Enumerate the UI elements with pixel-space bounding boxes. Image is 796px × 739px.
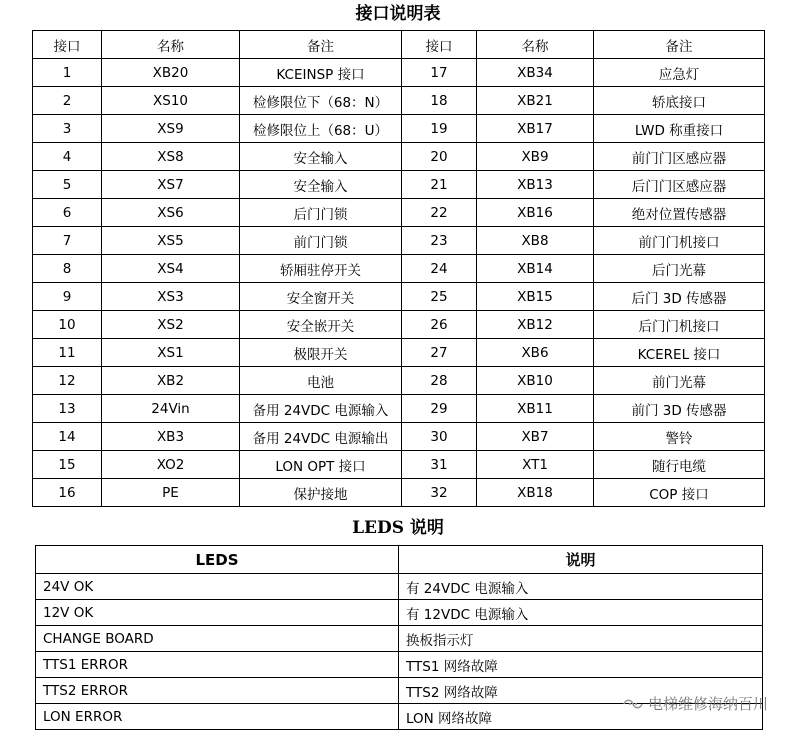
table-cell: XB13	[477, 171, 594, 199]
table-cell: 4	[33, 143, 102, 171]
table-cell: 24Vin	[102, 395, 240, 423]
table-cell: XB21	[477, 87, 594, 115]
table-row	[33, 199, 765, 227]
table-cell: XB3	[102, 423, 240, 451]
table-cell: XB17	[477, 115, 594, 143]
table-cell: 14	[33, 423, 102, 451]
table-cell: 有 12VDC 电源输入	[399, 600, 763, 626]
table-cell: 警铃	[594, 423, 765, 451]
table-cell: 有 24VDC 电源输入	[399, 574, 763, 600]
table-header-row	[36, 546, 763, 574]
table-cell: TTS2 网络故障	[399, 678, 763, 704]
column-header: 名称	[102, 31, 240, 59]
table-cell: 安全嵌开关	[240, 311, 402, 339]
table-cell: XS5	[102, 227, 240, 255]
column-header: 接口	[402, 31, 477, 59]
table-cell: 7	[33, 227, 102, 255]
column-header: 说明	[399, 546, 763, 574]
table-cell: 11	[33, 339, 102, 367]
table-cell: 22	[402, 199, 477, 227]
table-row	[33, 311, 765, 339]
table-row	[36, 600, 763, 626]
table-cell: 电池	[240, 367, 402, 395]
table-cell: 后门门区感应器	[594, 171, 765, 199]
table-cell: XB10	[477, 367, 594, 395]
column-header: 备注	[240, 31, 402, 59]
table-cell: 前门门机接口	[594, 227, 765, 255]
table-cell: 23	[402, 227, 477, 255]
table-cell: 17	[402, 59, 477, 87]
table-row	[33, 423, 765, 451]
table-cell: 2	[33, 87, 102, 115]
table-cell: XB2	[102, 367, 240, 395]
table-row	[33, 87, 765, 115]
table-cell: 后门门锁	[240, 199, 402, 227]
table-cell: 6	[33, 199, 102, 227]
table-row	[33, 143, 765, 171]
table-cell: XS4	[102, 255, 240, 283]
wechat-icon	[622, 697, 644, 711]
table-cell: 备用 24VDC 电源输出	[240, 423, 402, 451]
table-cell: XS8	[102, 143, 240, 171]
table-cell: 32	[402, 479, 477, 507]
table-cell: 27	[402, 339, 477, 367]
watermark	[622, 693, 768, 714]
table-cell: COP 接口	[594, 479, 765, 507]
table-cell: LON OPT 接口	[240, 451, 402, 479]
watermark-text: 电梯维修海纳百川	[647, 695, 768, 713]
table-row	[33, 59, 765, 87]
table-row	[33, 283, 765, 311]
table-cell: 12V OK	[36, 600, 399, 626]
table-row	[33, 451, 765, 479]
table-cell: XO2	[102, 451, 240, 479]
table-cell: XB20	[102, 59, 240, 87]
table-cell: 12	[33, 367, 102, 395]
column-header: 名称	[477, 31, 594, 59]
table-cell: XS9	[102, 115, 240, 143]
table-cell: 前门 3D 传感器	[594, 395, 765, 423]
table-cell: XS1	[102, 339, 240, 367]
table-cell: 30	[402, 423, 477, 451]
table-cell: CHANGE BOARD	[36, 626, 399, 652]
table-cell: XB7	[477, 423, 594, 451]
column-header: 备注	[594, 31, 765, 59]
table-row	[33, 227, 765, 255]
table-cell: XS3	[102, 283, 240, 311]
table-cell: XS2	[102, 311, 240, 339]
table-row	[36, 652, 763, 678]
interface-table	[32, 30, 765, 507]
table-cell: 19	[402, 115, 477, 143]
table-cell: XS6	[102, 199, 240, 227]
table-row	[36, 574, 763, 600]
table-cell: 13	[33, 395, 102, 423]
table-cell: 安全输入	[240, 143, 402, 171]
table-cell: 检修限位上（68：U）	[240, 115, 402, 143]
table-cell: 16	[33, 479, 102, 507]
table-cell: 轿厢驻停开关	[240, 255, 402, 283]
table-cell: 安全输入	[240, 171, 402, 199]
table-cell: 24V OK	[36, 574, 399, 600]
table-cell: 29	[402, 395, 477, 423]
table-header-row	[33, 31, 765, 59]
table-cell: 5	[33, 171, 102, 199]
table-cell: 后门 3D 传感器	[594, 283, 765, 311]
table-cell: XB8	[477, 227, 594, 255]
table-cell: 18	[402, 87, 477, 115]
table-cell: XB9	[477, 143, 594, 171]
table-cell: XB6	[477, 339, 594, 367]
table-cell: LON 网络故障	[399, 704, 763, 730]
table-cell: 8	[33, 255, 102, 283]
table-cell: XT1	[477, 451, 594, 479]
table-cell: XB16	[477, 199, 594, 227]
table-cell: KCEREL 接口	[594, 339, 765, 367]
table-cell: PE	[102, 479, 240, 507]
table-row	[33, 255, 765, 283]
interface-table-title: 接口说明表	[355, 4, 441, 24]
table-cell: XB18	[477, 479, 594, 507]
table-cell: 备用 24VDC 电源输入	[240, 395, 402, 423]
table-cell: 20	[402, 143, 477, 171]
leds-table-title: LEDS 说明	[352, 518, 444, 538]
table-cell: 安全窗开关	[240, 283, 402, 311]
table-cell: TTS1 网络故障	[399, 652, 763, 678]
table-cell: TTS1 ERROR	[36, 652, 399, 678]
table-row	[33, 395, 765, 423]
table-cell: 24	[402, 255, 477, 283]
table-cell: 绝对位置传感器	[594, 199, 765, 227]
table-cell: 检修限位下（68：N）	[240, 87, 402, 115]
table-cell: LON ERROR	[36, 704, 399, 730]
table-cell: 后门门机接口	[594, 311, 765, 339]
table-cell: 极限开关	[240, 339, 402, 367]
table-cell: 前门门锁	[240, 227, 402, 255]
table-cell: 28	[402, 367, 477, 395]
table-cell: 轿底接口	[594, 87, 765, 115]
table-row	[33, 171, 765, 199]
table-cell: XB12	[477, 311, 594, 339]
table-cell: XB14	[477, 255, 594, 283]
table-cell: 21	[402, 171, 477, 199]
column-header: LEDS	[36, 546, 399, 574]
table-row	[33, 479, 765, 507]
table-cell: XS10	[102, 87, 240, 115]
table-cell: 26	[402, 311, 477, 339]
column-header: 接口	[33, 31, 102, 59]
table-cell: 随行电缆	[594, 451, 765, 479]
table-cell: XB11	[477, 395, 594, 423]
table-row	[33, 339, 765, 367]
table-cell: 31	[402, 451, 477, 479]
table-cell: TTS2 ERROR	[36, 678, 399, 704]
table-cell: 10	[33, 311, 102, 339]
table-cell: XB34	[477, 59, 594, 87]
table-cell: 25	[402, 283, 477, 311]
table-cell: 应急灯	[594, 59, 765, 87]
table-cell: 1	[33, 59, 102, 87]
table-cell: 后门光幕	[594, 255, 765, 283]
table-row	[33, 367, 765, 395]
table-row	[36, 626, 763, 652]
table-cell: XB15	[477, 283, 594, 311]
table-row	[33, 115, 765, 143]
table-cell: KCEINSP 接口	[240, 59, 402, 87]
table-cell: 前门光幕	[594, 367, 765, 395]
table-cell: 前门门区感应器	[594, 143, 765, 171]
table-cell: 15	[33, 451, 102, 479]
table-cell: 9	[33, 283, 102, 311]
table-cell: 换板指示灯	[399, 626, 763, 652]
table-cell: LWD 称重接口	[594, 115, 765, 143]
table-cell: 3	[33, 115, 102, 143]
table-cell: 保护接地	[240, 479, 402, 507]
table-cell: XS7	[102, 171, 240, 199]
